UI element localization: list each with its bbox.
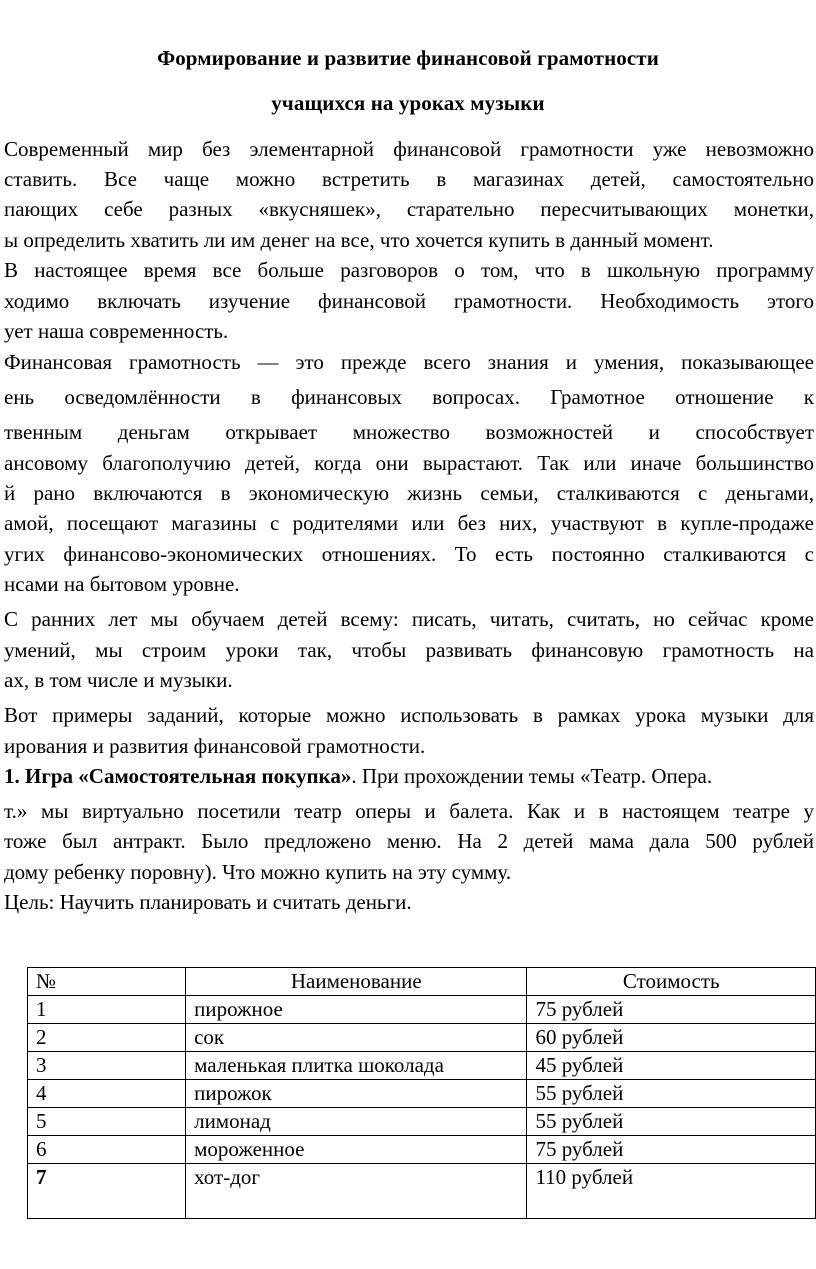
table-header-row — [28, 968, 816, 996]
document-title-line1: Формирование и развитие финансовой грамотности — [157, 46, 659, 70]
task-title: 1. Игра «Самостоятельная покупка» — [4, 764, 352, 788]
row-number: 4 — [28, 1080, 186, 1108]
table-row — [28, 1136, 816, 1164]
text-line: ставить. Все чаще можно встретить в магазинах детей, самостоятельно — [4, 167, 814, 191]
text-line: амой, посещают магазины с родителями или без них, участвуют в купле-продаже — [4, 511, 814, 535]
task-intro: . При прохождении темы «Театр. Опера. — [351, 764, 713, 788]
text-line: ансовому благополучию детей, когда они вырастают. Так или иначе большинство — [4, 451, 814, 475]
row-item: пирожное — [186, 996, 527, 1024]
text-line: ирования и развития финансовой грамотности. — [4, 734, 426, 758]
row-price: 60 рублей — [527, 1024, 816, 1052]
text-line: дому ребенку поровну). Что можно купить на эту сумму. — [4, 860, 512, 884]
row-item: пирожок — [186, 1080, 527, 1108]
row-price: 110 рублей — [527, 1164, 816, 1219]
text-line: ходимо включать изучение финансовой грамотности. Необходимость этого — [4, 289, 814, 313]
row-item: маленькая плитка шоколада — [186, 1052, 527, 1080]
row-number: 2 — [28, 1024, 186, 1052]
header-price: Стоимость — [527, 968, 816, 996]
text-line: ах, в том числе и музыки. — [4, 668, 233, 692]
row-number: 5 — [28, 1108, 186, 1136]
document-title-line2: учащихся на уроках музыки — [271, 91, 545, 115]
row-price: 75 рублей — [527, 996, 816, 1024]
row-price: 55 рублей — [527, 1080, 816, 1108]
row-number: 3 — [28, 1052, 186, 1080]
text-line: твенным деньгам открывает множество возможностей и способствует — [4, 420, 814, 444]
menu-price-table — [27, 967, 816, 1219]
text-line: ует наша современность. — [4, 319, 229, 343]
table-row — [28, 1164, 816, 1219]
header-name: Наименование — [186, 968, 527, 996]
text-line: умений, мы строим уроки так, чтобы развивать финансовую грамотность на — [4, 638, 814, 662]
table-row — [28, 1108, 816, 1136]
text-line: Финансовая грамотность — это прежде всего знания и умения, показывающее — [4, 350, 814, 374]
header-number: № — [28, 968, 186, 996]
text-line: тоже был антракт. Было предложено меню. На 2 детей мама дала 500 рублей — [4, 829, 814, 853]
row-item: мороженное — [186, 1136, 527, 1164]
text-line: В настоящее время все больше разговоров о том, что в школьную программу — [4, 258, 814, 282]
row-number: 6 — [28, 1136, 186, 1164]
text-line: Вот примеры заданий, которые можно использовать в рамках урока музыки для — [4, 703, 814, 727]
row-price: 45 рублей — [527, 1052, 816, 1080]
task-heading-line — [4, 763, 814, 789]
row-item: хот-дог — [186, 1164, 527, 1219]
row-price: 55 рублей — [527, 1108, 816, 1136]
text-line: Современный мир без элементарной финансовой грамотности уже невозможно — [4, 137, 814, 161]
row-number: 1 — [28, 996, 186, 1024]
row-item: сок — [186, 1024, 527, 1052]
table-row — [28, 1080, 816, 1108]
row-number: 7 — [28, 1164, 186, 1219]
table-row — [28, 996, 816, 1024]
table-row — [28, 1024, 816, 1052]
text-line: т.» мы виртуально посетили театр оперы и балета. Как и в настоящем театре у — [4, 799, 814, 823]
text-line: С ранних лет мы обучаем детей всему: писать, читать, считать, но сейчас кроме — [4, 607, 814, 631]
task-goal: Цель: Научить планировать и считать деньги. — [4, 890, 412, 914]
text-line: нсами на бытовом уровне. — [4, 572, 240, 596]
table-row — [28, 1052, 816, 1080]
text-line: угих финансово-экономических отношениях. То есть постоянно сталкиваются с — [4, 542, 814, 566]
text-line: пающих себе разных «вкусняшек», старательно пересчитывающих монетки, — [4, 197, 814, 221]
text-line: й рано включаются в экономическую жизнь семьи, сталкиваются с деньгами, — [4, 481, 814, 505]
text-line: ень осведомлённости в финансовых вопросах. Грамотное отношение к — [4, 385, 814, 409]
row-price: 75 рублей — [527, 1136, 816, 1164]
row-item: лимонад — [186, 1108, 527, 1136]
text-line: ы определить хватить ли им денег на все, что хочется купить в данный момент. — [4, 228, 714, 252]
